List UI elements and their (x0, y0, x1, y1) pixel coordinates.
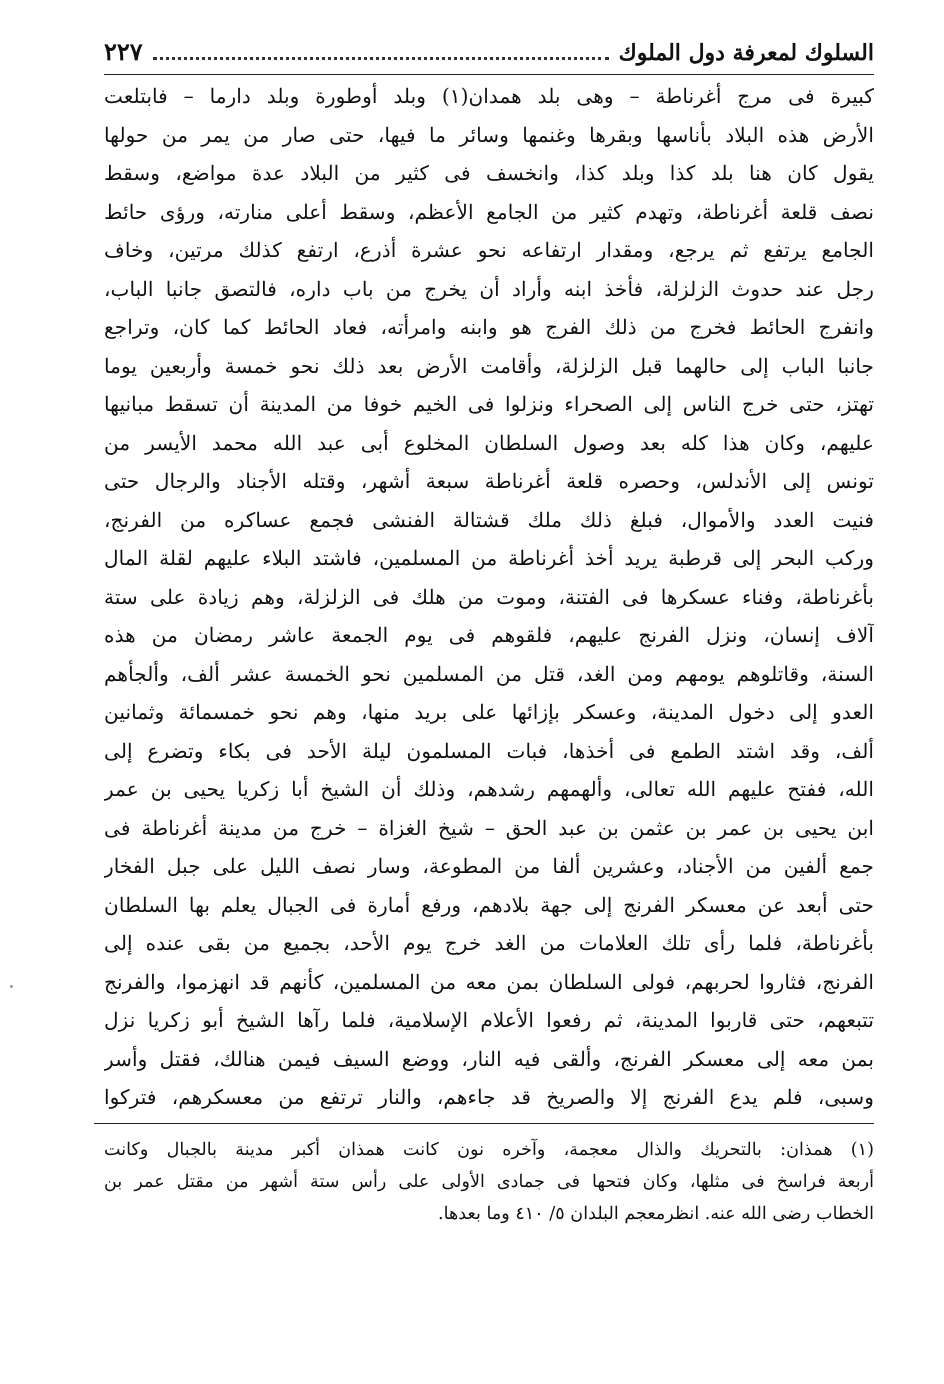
text-line: تهتز، حتى خرج الناس إلى الصحراء ونزلوا فى الخيم خوفا من المدينة أن تسقط مبانيها (104, 392, 874, 416)
text-line: فنيت العدد والأموال، فبلغ ذلك ملك قشتالة الفنشى فجمع عساكره من الفرنج، (104, 507, 874, 532)
body-text (104, 77, 874, 1117)
text-line: تونس إلى الأندلس، وحصره قلعة أغرناطة سبعة أشهر، وقتله الأجناد والرجال حتى (104, 469, 874, 493)
text-line: جانبا الباب إلى حالهما قبل الزلزلة، وأقامت الأرض بعد ذلك نحو خمسة وأربعين يوما (104, 353, 874, 378)
page-number: ٢٢٧ (104, 37, 143, 66)
scan-speck (10, 985, 13, 988)
footnote-separator (94, 1123, 874, 1124)
text-line: ألف، وقد اشتد الطمع فى أخذها، فبات المسلمون ليلة الأحد فى بكاء وتضرع إلى (104, 738, 874, 763)
text-line: وركب البحر إلى قرطبة يريد أخذ أغرناطة من المسلمين، فاشتد البلاء عليهم لقلة المال (104, 546, 874, 570)
text-line: وسبى، فلم يدع الفرنج إلا والصريخ قد جاءهم، والنار ترتفع من معسكرهم، فتركوا (104, 1085, 874, 1109)
text-line: عليهم، وكان هذا كله بعد وصول السلطان المخلوع أبى عبد الله محمد الأيسر من (104, 430, 874, 455)
text-line: بأغرناطة، فلما رأى تلك العلامات من الغد خرج يوم الأحد، بجميع من بقى عنده إلى (104, 931, 874, 955)
text-line: السنة، وقاتلوهم يومهم ومن الغد، قتل من المسلمين نحو الخمسة عشر ألف، وألجأهم (104, 661, 874, 686)
text-line: بأغرناطة، وفناء عسكرها فى الفتنة، وموت من هلك فى الزلزلة، وهم زيادة على ستة (104, 584, 874, 609)
footnote-line: الخطاب رضى الله عنه. انظرمعجم البلدان ٥/ ٤١٠ وما بعدها. (438, 1203, 874, 1224)
dotted-leader (153, 47, 609, 60)
text-line: العدو إلى دخول المدينة، وعسكر بإزائها على بريد منها، وهم نحو خمسمائة وثمانين (104, 700, 874, 724)
text-line: الجامع يرتفع ثم يرجع، ومقدار ارتفاعه نحو عشرة أذرع، ارتفع كذلك مرتين، وخاف (104, 238, 874, 262)
text-line: جمع ألفين من الأجناد، وعشرين ألفا من المطوعة، وسار نصف الليل على جبل الفخار (104, 854, 874, 878)
text-line: نصف قلعة أغرناطة، وتهدم كثير من الجامع الأعظم، وسقط أعلى منارته، ورؤى حائط (104, 199, 874, 224)
text-line: يقول كان هنا بلد كذا وبلد كذا، وانخسف فى كثير من البلاد عدة مواضع، وسقط (104, 161, 874, 185)
text-line: بمن معه إلى معسكر الفرنج، وألقى فيه النار، ووضع السيف فيمن هنالك، فقتل وأسر (104, 1046, 874, 1071)
text-line: الله، ففتح عليهم الله تعالى، وألهمهم رشدهم، وذلك أن الشيخ أبا زكريا يحيى بن عمر (104, 777, 874, 801)
footnote-line: (١) همذان: بالتحريك والذال معجمة، وآخره نون كانت همذان أكبر مدينة بالجبال وكانت (104, 1139, 874, 1160)
footnotes (104, 1134, 874, 1230)
text-line: ابن يحيى بن عمر بن عثمن بن عبد الحق – شيخ الغزاة – خرج من مدينة أغرناطة فى (104, 815, 874, 840)
book-page (104, 30, 874, 1360)
text-line: رجل عند حدوث الزلزلة، فأخذ ابنه وأراد أن يخرج من باب داره، فالتصق جانبا الباب، (104, 276, 874, 301)
text-line: كبيرة فى مرج أغرناطة – وهى بلد همدان(١) وبلد أوطورة وبلد دارما – فابتلعت (104, 84, 874, 108)
running-header (104, 30, 874, 75)
book-title: السلوك لمعرفة دول الملوك (618, 40, 874, 66)
text-line: الأرض هذه البلاد بأناسها وبقرها وغنمها وسائر ما فيها، حتى صار من يمر من حولها (104, 122, 874, 147)
text-line: آلاف إنسان، ونزل الفرنج عليهم، فلقوهم فى يوم الجمعة عاشر رمضان من هذه (104, 623, 874, 647)
text-line: حتى أبعد عن معسكر الفرنج إلى جهة بلادهم، ورفع أمارة فى الجبال يعلم بها السلطان (104, 892, 874, 917)
text-line: الفرنج، فثاروا لحربهم، فولى السلطان بمن معه من المسلمين، كأنهم قد انهزموا، والفرنج (104, 969, 874, 994)
text-line: تتبعهم، حتى قاربوا المدينة، ثم رفعوا الأعلام الإسلامية، فلما رآها الشيخ أبو زكريا نزل (104, 1008, 874, 1032)
text-line: وانفرج الحائط فخرج من ذلك الفرج هو وابنه وامرأته، فعاد الحائط كما كان، وتراجع (104, 315, 874, 339)
footnote-line: أربعة فراسخ فى مثلها، وكان فتحها فى جمادى الأولى على رأس ستة أشهر من مقتل عمر بن (104, 1171, 874, 1192)
